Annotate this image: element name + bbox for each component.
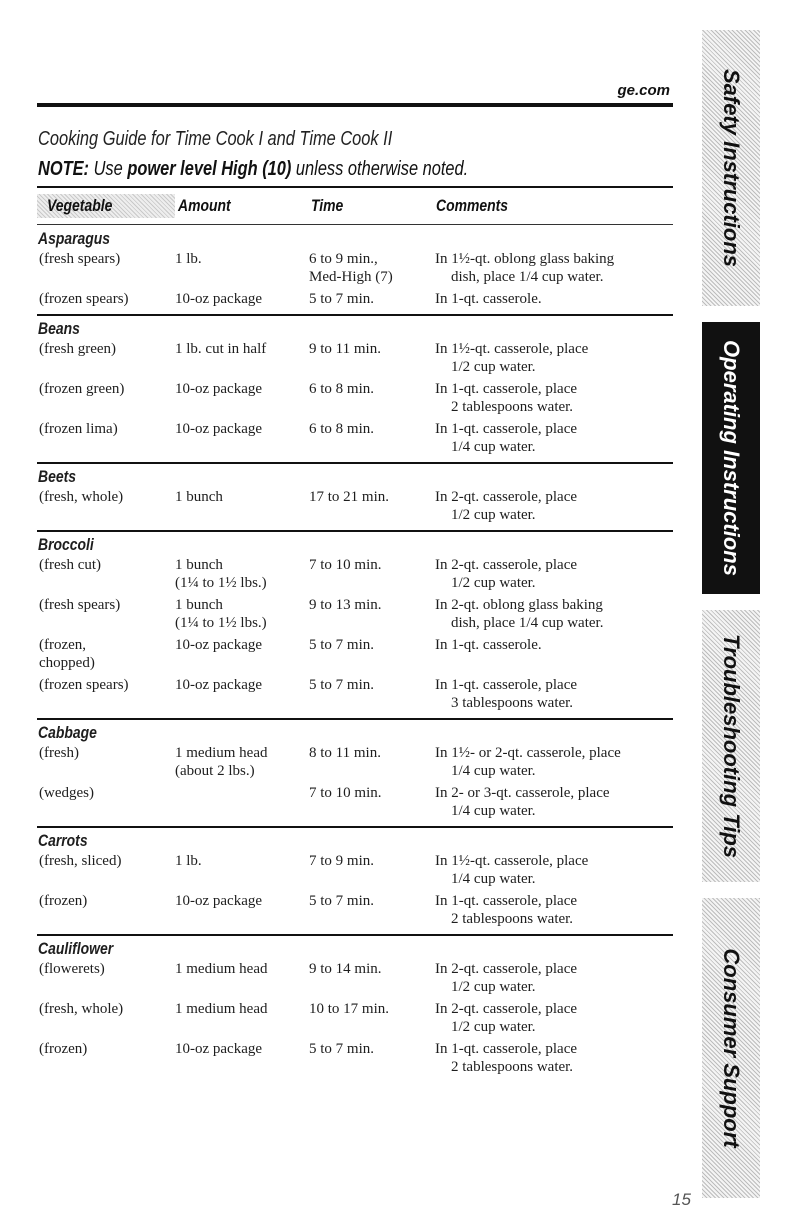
vegetable-name-text: Carrots [38, 831, 88, 850]
power-note [38, 158, 563, 181]
table-row [37, 676, 673, 712]
amount-header [178, 196, 242, 216]
row-comments [435, 892, 673, 928]
row-item-line: (frozen) [39, 1041, 88, 1057]
row-amount-line: 10-oz package [175, 677, 263, 693]
vegetable-group [37, 226, 673, 316]
vegetable-name-text: Broccoli [38, 535, 94, 554]
row-time-line: 5 to 7 min. [309, 1041, 375, 1057]
row-item-line: (wedges) [39, 785, 94, 801]
row-comments [435, 636, 673, 672]
vegetable-group [37, 316, 673, 464]
row-comments [435, 488, 673, 524]
row-time [309, 340, 435, 376]
row-time-line: 6 to 8 min. [309, 381, 375, 397]
row-comments-line: In 2- or 3-qt. casserole, place [435, 785, 610, 801]
table-row [37, 784, 673, 820]
row-time [309, 380, 435, 416]
row-comments [435, 960, 673, 996]
row-comments [435, 290, 673, 308]
row-comments-line: 3 tablespoons water. [451, 695, 574, 711]
table-row [37, 488, 673, 524]
vegetable-header: Vegetable [47, 196, 113, 215]
row-amount-line: 1 bunch [175, 557, 223, 573]
row-comments-line: 2 tablespoons water. [451, 399, 574, 415]
row-item-line: chopped) [39, 655, 95, 671]
vegetable-group [37, 720, 673, 828]
top-rule [37, 103, 673, 107]
row-item-line: (fresh spears) [39, 597, 121, 613]
row-comments-line: In 1-qt. casserole, place [435, 421, 578, 437]
row-amount [175, 784, 309, 820]
row-amount [175, 892, 309, 928]
row-comments-line: dish, place 1/4 cup water. [451, 269, 604, 285]
vegetable-header-tag [37, 194, 175, 218]
time-header-text: Time [311, 196, 344, 215]
row-comments-line: In 1-qt. casserole. [435, 291, 542, 307]
row-time [309, 290, 435, 308]
row-item-line: (frozen, [39, 637, 87, 653]
row-amount-line: 1 bunch [175, 597, 223, 613]
row-item [37, 852, 175, 888]
row-item [37, 556, 175, 592]
site-url: ge.com [617, 82, 670, 99]
vegetable-name [37, 316, 673, 340]
row-time-line: 9 to 14 min. [309, 961, 382, 977]
row-amount [175, 596, 309, 632]
row-comments-line: 1/4 cup water. [451, 763, 536, 779]
row-comments-line: 2 tablespoons water. [451, 1059, 574, 1075]
row-amount [175, 340, 309, 376]
row-item-line: (fresh) [39, 745, 79, 761]
table-row [37, 340, 673, 376]
row-item [37, 784, 175, 820]
row-comments-line: In 1-qt. casserole, place [435, 677, 578, 693]
row-item [37, 250, 175, 286]
row-comments [435, 852, 673, 888]
table-row [37, 596, 673, 632]
row-comments-line: 2 tablespoons water. [451, 911, 574, 927]
note-use: Use [93, 158, 123, 180]
row-item-line: (flowerets) [39, 961, 105, 977]
row-item-line: (fresh, sliced) [39, 853, 122, 869]
row-time-line: 5 to 7 min. [309, 893, 375, 909]
row-time-line: 5 to 7 min. [309, 291, 375, 307]
table-row [37, 290, 673, 308]
row-time [309, 784, 435, 820]
vegetable-name [37, 226, 673, 250]
row-comments-line: In 1½- or 2-qt. casserole, place [435, 745, 621, 761]
vegetable-group [37, 532, 673, 720]
vegetable-name [37, 720, 673, 744]
row-comments-line: In 1-qt. casserole. [435, 637, 542, 653]
row-comments-line: 1/2 cup water. [451, 979, 536, 995]
row-item [37, 1040, 175, 1076]
tab-label: Consumer Support [719, 948, 744, 1148]
vegetable-name-text: Cabbage [38, 723, 97, 742]
tab-safety-instructions[interactable] [702, 30, 760, 306]
tab-consumer-support[interactable] [702, 898, 760, 1198]
row-time-line: 7 to 10 min. [309, 557, 382, 573]
tab-label: Troubleshooting Tips [719, 633, 744, 859]
table-row [37, 380, 673, 416]
note-prefix: NOTE: [38, 158, 90, 180]
row-amount [175, 676, 309, 712]
row-comments-line: 1/4 cup water. [451, 871, 536, 887]
comments-header-text: Comments [436, 196, 509, 215]
vegetable-name-text: Asparagus [38, 229, 111, 248]
row-time [309, 250, 435, 286]
row-item [37, 892, 175, 928]
row-comments-line: In 2-qt. casserole, place [435, 961, 578, 977]
row-comments-line: 1/2 cup water. [451, 359, 536, 375]
row-comments-line: 1/4 cup water. [451, 803, 536, 819]
note-rule [37, 186, 673, 188]
row-item-line: (frozen) [39, 893, 88, 909]
row-time-line: 9 to 11 min. [309, 341, 381, 357]
row-amount-line: 1 medium head [175, 745, 268, 761]
row-comments-line: In 1½-qt. casserole, place [435, 853, 589, 869]
row-comments [435, 340, 673, 376]
row-amount [175, 420, 309, 456]
vegetable-name-text: Beans [38, 319, 80, 338]
row-comments [435, 1000, 673, 1036]
row-amount [175, 744, 309, 780]
row-item [37, 340, 175, 376]
comments-header [436, 196, 524, 216]
row-item [37, 744, 175, 780]
row-comments [435, 744, 673, 780]
row-comments-line: In 1-qt. casserole, place [435, 381, 578, 397]
row-time-line: 6 to 8 min. [309, 421, 375, 437]
row-amount [175, 1040, 309, 1076]
vegetable-name [37, 532, 673, 556]
page-title-text: Cooking Guide for Time Cook I and Time Cook II [38, 128, 393, 150]
row-time [309, 1040, 435, 1076]
tab-label: Operating Instructions [719, 340, 744, 576]
table-row [37, 1000, 673, 1036]
row-amount [175, 380, 309, 416]
power-note-text [38, 158, 468, 181]
table-row [37, 744, 673, 780]
amount-header-text: Amount [178, 196, 231, 215]
row-item-line: (fresh, whole) [39, 1001, 124, 1017]
note-power-level: power level High (10) [127, 158, 292, 180]
row-comments-line: dish, place 1/4 cup water. [451, 615, 604, 631]
row-item-line: (frozen spears) [39, 291, 129, 307]
row-comments-line: 1/2 cup water. [451, 1019, 536, 1035]
row-time-line: 7 to 9 min. [309, 853, 375, 869]
row-comments [435, 784, 673, 820]
table-header [37, 192, 673, 222]
table-row [37, 556, 673, 592]
row-item [37, 636, 175, 672]
row-amount-line: 1 lb. cut in half [175, 341, 267, 357]
row-amount [175, 636, 309, 672]
row-comments-line: In 2-qt. casserole, place [435, 1001, 578, 1017]
table-row [37, 892, 673, 928]
row-item [37, 596, 175, 632]
row-amount-line: (1¼ to 1½ lbs.) [175, 615, 267, 631]
row-amount [175, 290, 309, 308]
row-time [309, 488, 435, 524]
page-number: 15 [672, 1190, 691, 1209]
note-rest: unless otherwise noted. [295, 158, 469, 180]
vegetable-name-text: Beets [38, 467, 76, 486]
vegetable-name [37, 936, 673, 960]
row-amount [175, 852, 309, 888]
time-header [311, 196, 350, 216]
row-comments-line: In 1-qt. casserole, place [435, 1041, 578, 1057]
row-amount-line: 1 lb. [175, 251, 202, 267]
row-item-line: (frozen lima) [39, 421, 118, 437]
row-comments-line: In 2-qt. oblong glass baking [435, 597, 603, 613]
row-comments-line: 1/2 cup water. [451, 507, 536, 523]
row-amount-line: (1¼ to 1½ lbs.) [175, 575, 267, 591]
row-item-line: (fresh, whole) [39, 489, 124, 505]
row-time-line: Med-High (7) [309, 269, 393, 285]
row-comments [435, 676, 673, 712]
row-time-line: 17 to 21 min. [309, 489, 390, 505]
row-amount-line: 10-oz package [175, 381, 263, 397]
row-comments-line: In 2-qt. casserole, place [435, 557, 578, 573]
table-row [37, 250, 673, 286]
row-time [309, 852, 435, 888]
row-comments [435, 596, 673, 632]
row-item [37, 1000, 175, 1036]
vegetable-group [37, 464, 673, 532]
row-amount-line: 1 bunch [175, 489, 223, 505]
row-time [309, 892, 435, 928]
row-time-line: 5 to 7 min. [309, 677, 375, 693]
row-time [309, 596, 435, 632]
row-time-line: 7 to 10 min. [309, 785, 382, 801]
page-title [38, 128, 470, 151]
row-time [309, 676, 435, 712]
row-comments-line: In 2-qt. casserole, place [435, 489, 578, 505]
tab-troubleshooting-tips[interactable] [702, 610, 760, 882]
row-item [37, 488, 175, 524]
row-item-line: (fresh green) [39, 341, 117, 357]
row-time-line: 5 to 7 min. [309, 637, 375, 653]
table-row [37, 960, 673, 996]
table-row [37, 420, 673, 456]
row-amount [175, 250, 309, 286]
row-comments-line: In 1-qt. casserole, place [435, 893, 578, 909]
row-item [37, 676, 175, 712]
row-time [309, 960, 435, 996]
row-comments [435, 556, 673, 592]
row-amount-line: 10-oz package [175, 893, 263, 909]
vegetable-name-text: Cauliflower [38, 939, 114, 958]
table-row [37, 636, 673, 672]
row-comments [435, 250, 673, 286]
row-amount-line: 10-oz package [175, 291, 263, 307]
vegetable-name [37, 464, 673, 488]
row-time-line: 6 to 9 min., [309, 251, 378, 267]
row-time-line: 10 to 17 min. [309, 1001, 390, 1017]
row-amount-line: 1 medium head [175, 1001, 268, 1017]
row-item-line: (fresh spears) [39, 251, 121, 267]
row-amount [175, 1000, 309, 1036]
row-time [309, 556, 435, 592]
table-row [37, 1040, 673, 1076]
row-item [37, 380, 175, 416]
tab-operating-instructions[interactable] [702, 322, 760, 594]
table-row [37, 852, 673, 888]
row-item [37, 960, 175, 996]
row-time [309, 1000, 435, 1036]
row-comments [435, 420, 673, 456]
tab-label: Safety Instructions [719, 68, 744, 268]
row-amount-line: 10-oz package [175, 1041, 263, 1057]
vegetable-name [37, 828, 673, 852]
row-comments [435, 1040, 673, 1076]
row-amount-line: 1 medium head [175, 961, 268, 977]
row-comments-line: 1/4 cup water. [451, 439, 536, 455]
header-rule [37, 224, 673, 225]
row-item [37, 290, 175, 308]
row-amount-line: 10-oz package [175, 421, 263, 437]
row-comments [435, 380, 673, 416]
vegetable-group [37, 828, 673, 936]
row-amount-line: 10-oz package [175, 637, 263, 653]
row-time [309, 744, 435, 780]
row-amount-line: 1 lb. [175, 853, 202, 869]
row-time-line: 9 to 13 min. [309, 597, 382, 613]
vegetable-group [37, 936, 673, 1082]
row-amount [175, 556, 309, 592]
row-item-line: (frozen spears) [39, 677, 129, 693]
cooking-table [37, 226, 673, 1082]
row-comments-line: In 1½-qt. casserole, place [435, 341, 589, 357]
row-amount [175, 960, 309, 996]
row-item [37, 420, 175, 456]
row-amount-line: (about 2 lbs.) [175, 763, 255, 779]
row-item-line: (frozen green) [39, 381, 125, 397]
row-time [309, 636, 435, 672]
row-comments-line: In 1½-qt. oblong glass baking [435, 251, 615, 267]
row-amount [175, 488, 309, 524]
row-time-line: 8 to 11 min. [309, 745, 381, 761]
row-time [309, 420, 435, 456]
row-item-line: (fresh cut) [39, 557, 102, 573]
row-comments-line: 1/2 cup water. [451, 575, 536, 591]
